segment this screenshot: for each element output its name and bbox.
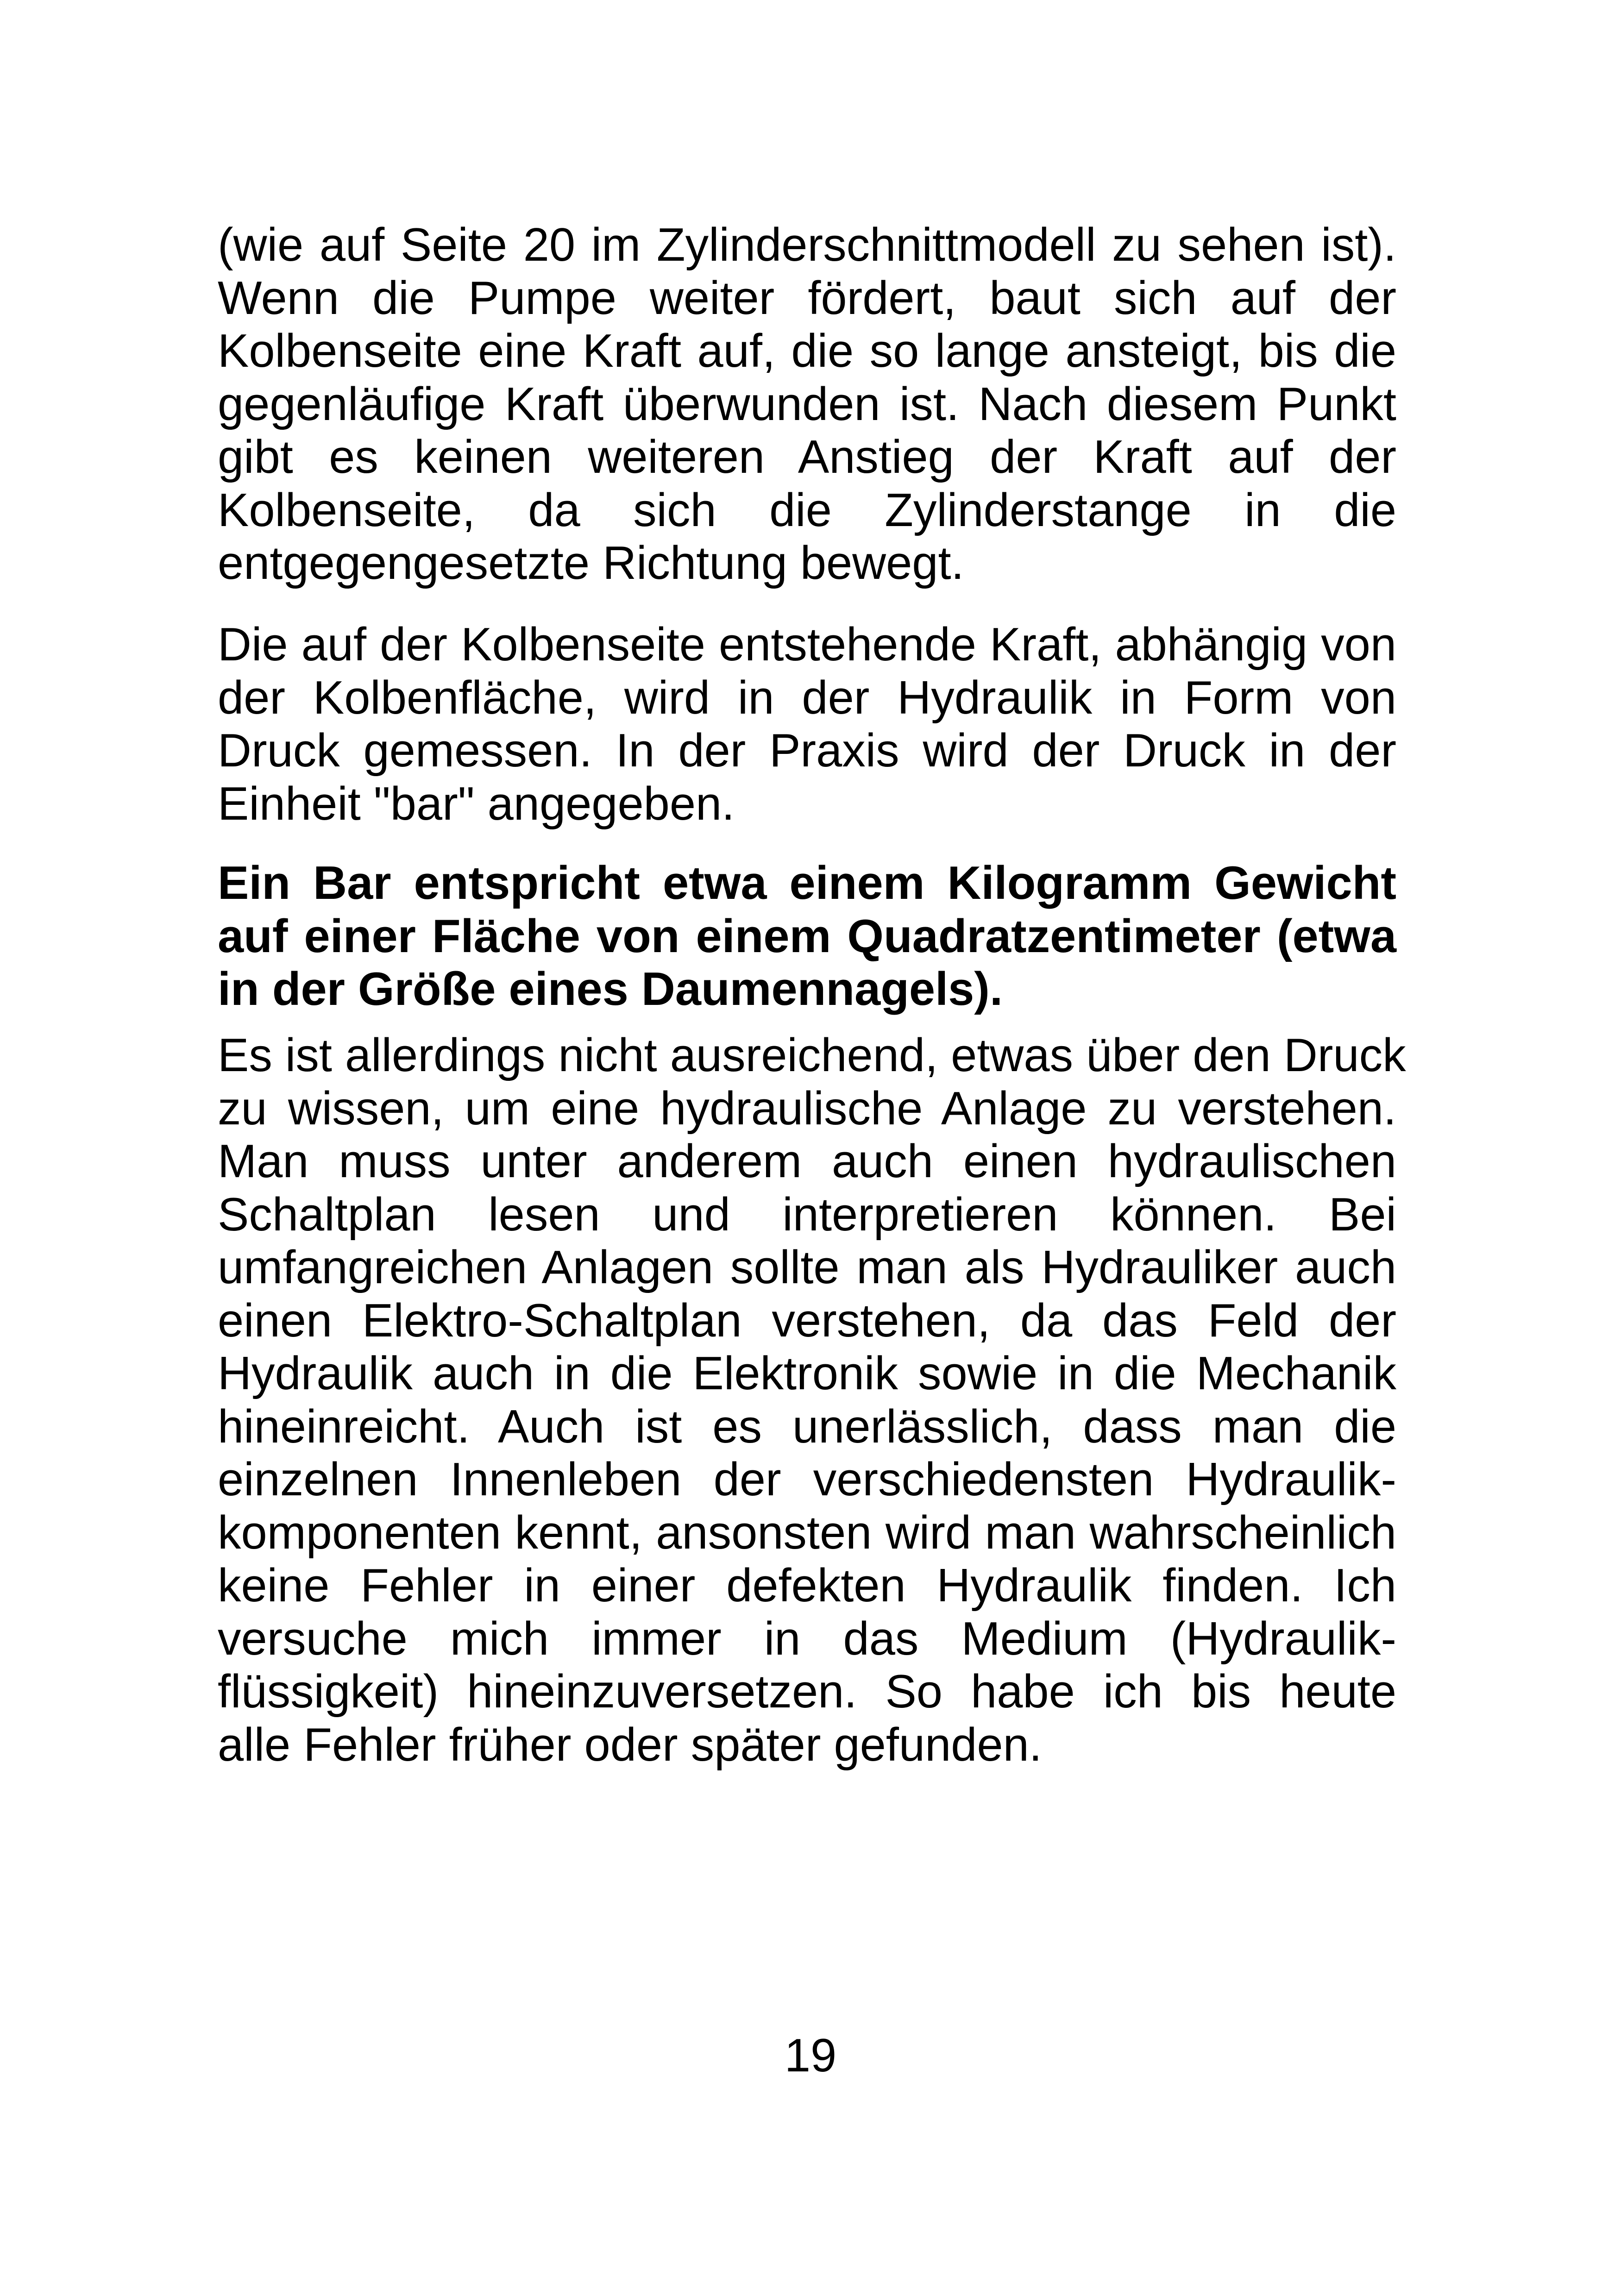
text-line: Kolbenseite, da sich die Zylinderstange in die [218,484,1396,536]
text-line: Man muss unter anderem auch einen hydraulischen [218,1135,1396,1187]
text-line: komponenten kennt, ansonsten wird man wahrscheinlich [218,1506,1396,1559]
text-line: der Kolbenfläche, wird in der Hydraulik in Form von [218,671,1396,724]
text-line: in der Größe eines Daumennagels). [218,963,1003,1015]
text-line: Wenn die Pumpe weiter fördert, baut sich auf der [218,272,1396,324]
text-line: Hydraulik auch in die Elektronik sowie in die Mechanik [218,1348,1396,1399]
paragraph-3-bold [218,857,1396,1016]
text-line: gegenläufige Kraft überwunden ist. Nach diesem Punkt [218,378,1396,430]
text-line: einzelnen Innenleben der verschiedensten Hydraulik- [218,1454,1396,1506]
text-line: alle Fehler früher oder später gefunden. [218,1719,1042,1771]
text-line: Druck gemessen. In der Praxis wird der Druck in der [218,725,1396,777]
text-line: flüssigkeit) hineinzuversetzen. So habe ich bis heute [218,1666,1396,1718]
text-line: versuche mich immer in das Medium (Hydraulik- [218,1612,1396,1665]
text-line: Es ist allerdings nicht ausreichend, etwas über den Druck [218,1029,1406,1081]
text-line: Einheit "bar" angegeben. [218,778,735,830]
text-line: hineinreicht. Auch ist es unerlässlich, dass man die [218,1400,1396,1453]
text-line: auf einer Fläche von einem Quadratzentimeter (etwa [218,910,1396,962]
text-line: gibt es keinen weiteren Anstieg der Kraft auf der [218,431,1396,483]
text-line: (wie auf Seite 20 im Zylinderschnittmodell zu sehen ist). [218,219,1396,271]
text-line: Schaltplan lesen und interpretieren können. Bei [218,1188,1396,1241]
text-line: entgegengesetzte Richtung bewegt. [218,537,964,589]
text-line: einen Elektro-Schaltplan verstehen, da das Feld der [218,1294,1396,1347]
text-line: Ein Bar entspricht etwa einem Kilogramm Gewicht [218,857,1396,909]
paragraph-4 [218,1029,1406,1771]
paragraph-1 [218,219,1396,590]
text-line: Kolbenseite eine Kraft auf, die so lange ansteigt, bis die [218,325,1396,377]
text-line: keine Fehler in einer defekten Hydraulik finden. Ich [218,1560,1396,1612]
page-number: 19 [784,2030,837,2082]
text-line: umfangreichen Anlagen sollte man als Hydrauliker auch [218,1242,1396,1293]
paragraph-2 [218,618,1396,830]
text-line: zu wissen, um eine hydraulische Anlage zu verstehen. [218,1082,1396,1135]
text-line: Die auf der Kolbenseite entstehende Kraft, abhängig von [218,619,1396,671]
